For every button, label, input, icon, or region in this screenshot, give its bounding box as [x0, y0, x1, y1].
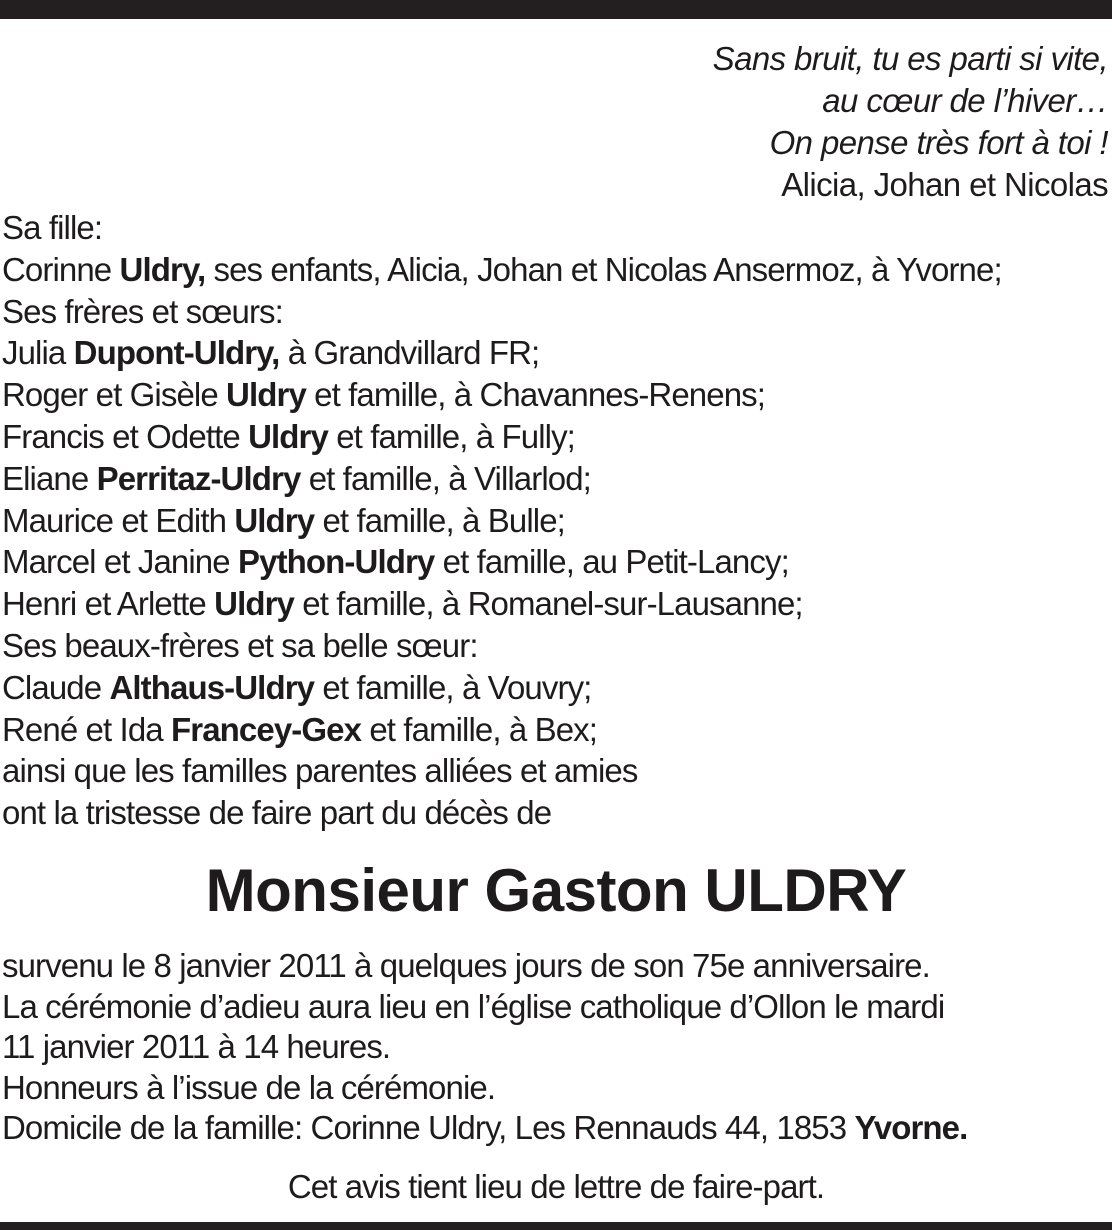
details-line-3: 11 janvier 2011 à 14 heures.: [2, 1028, 391, 1065]
footer-note: Cet avis tient lieu de lettre de faire-part.: [287, 1168, 825, 1205]
family-entry: Francis et Odette Uldry et famille, à Fully;: [2, 417, 575, 455]
family-entry: Marcel et Janine Python-Uldry et famille, au Petit-Lancy;: [2, 543, 789, 581]
family-entry: Julia Dupont-Uldry, à Grandvillard FR;: [2, 334, 540, 372]
daughter-heading: Sa fille:: [2, 209, 103, 246]
family-entry: Claude Althaus-Uldry et famille, à Vouvry;: [2, 668, 592, 706]
family-entry: Eliane Perritaz-Uldry et famille, à Villarlod;: [2, 459, 591, 497]
siblings-heading: Ses frères et sœurs:: [2, 292, 283, 330]
bottom-rule: [0, 1222, 1112, 1230]
domicile-line: Domicile de la famille: Corinne Uldry, Les Rennauds 44, 1853 Yvorne.: [2, 1109, 968, 1146]
family-entry: Corinne Uldry, ses enfants, Alicia, Johan et Nicolas Ansermoz, à Yvorne;: [2, 250, 1002, 288]
poem-line-3: On pense très fort à toi !: [769, 124, 1108, 161]
details-line-1: survenu le 8 janvier 2011 à quelques jours de son 75e anniversaire.: [2, 947, 930, 984]
details-line-2: La cérémonie d’adieu aura lieu en l’église catholique d’Ollon le mardi: [2, 987, 945, 1025]
inlaws-heading: Ses beaux-frères et sa belle sœur:: [2, 626, 478, 664]
family-entry: René et Ida Francey-Gex et famille, à Bex;: [2, 710, 598, 748]
deceased-name: Monsieur Gaston ULDRY: [205, 857, 907, 924]
details-line-4: Honneurs à l’issue de la cérémonie.: [2, 1068, 496, 1106]
poem-line-2: au cœur de l’hiver…: [822, 82, 1108, 119]
top-rule: [0, 0, 1112, 19]
poem: [713, 38, 1108, 206]
poem-signature: Alicia, Johan et Nicolas: [781, 166, 1108, 203]
ceremony-details: [2, 946, 967, 1149]
family-entry: Maurice et Edith Uldry et famille, à Bulle;: [2, 501, 565, 539]
poem-line-1: Sans bruit, tu es parti si vite,: [712, 40, 1108, 77]
closing-line-2: ont la tristesse de faire part du décès de: [2, 794, 552, 832]
family-entry: Henri et Arlette Uldry et famille, à Romanel-sur-Lausanne;: [2, 585, 803, 623]
closing-line-1: ainsi que les familles parentes alliées et amies: [2, 752, 638, 790]
family-entry: Roger et Gisèle Uldry et famille, à Chavannes-Renens;: [2, 376, 766, 414]
family-list: [2, 207, 1002, 834]
